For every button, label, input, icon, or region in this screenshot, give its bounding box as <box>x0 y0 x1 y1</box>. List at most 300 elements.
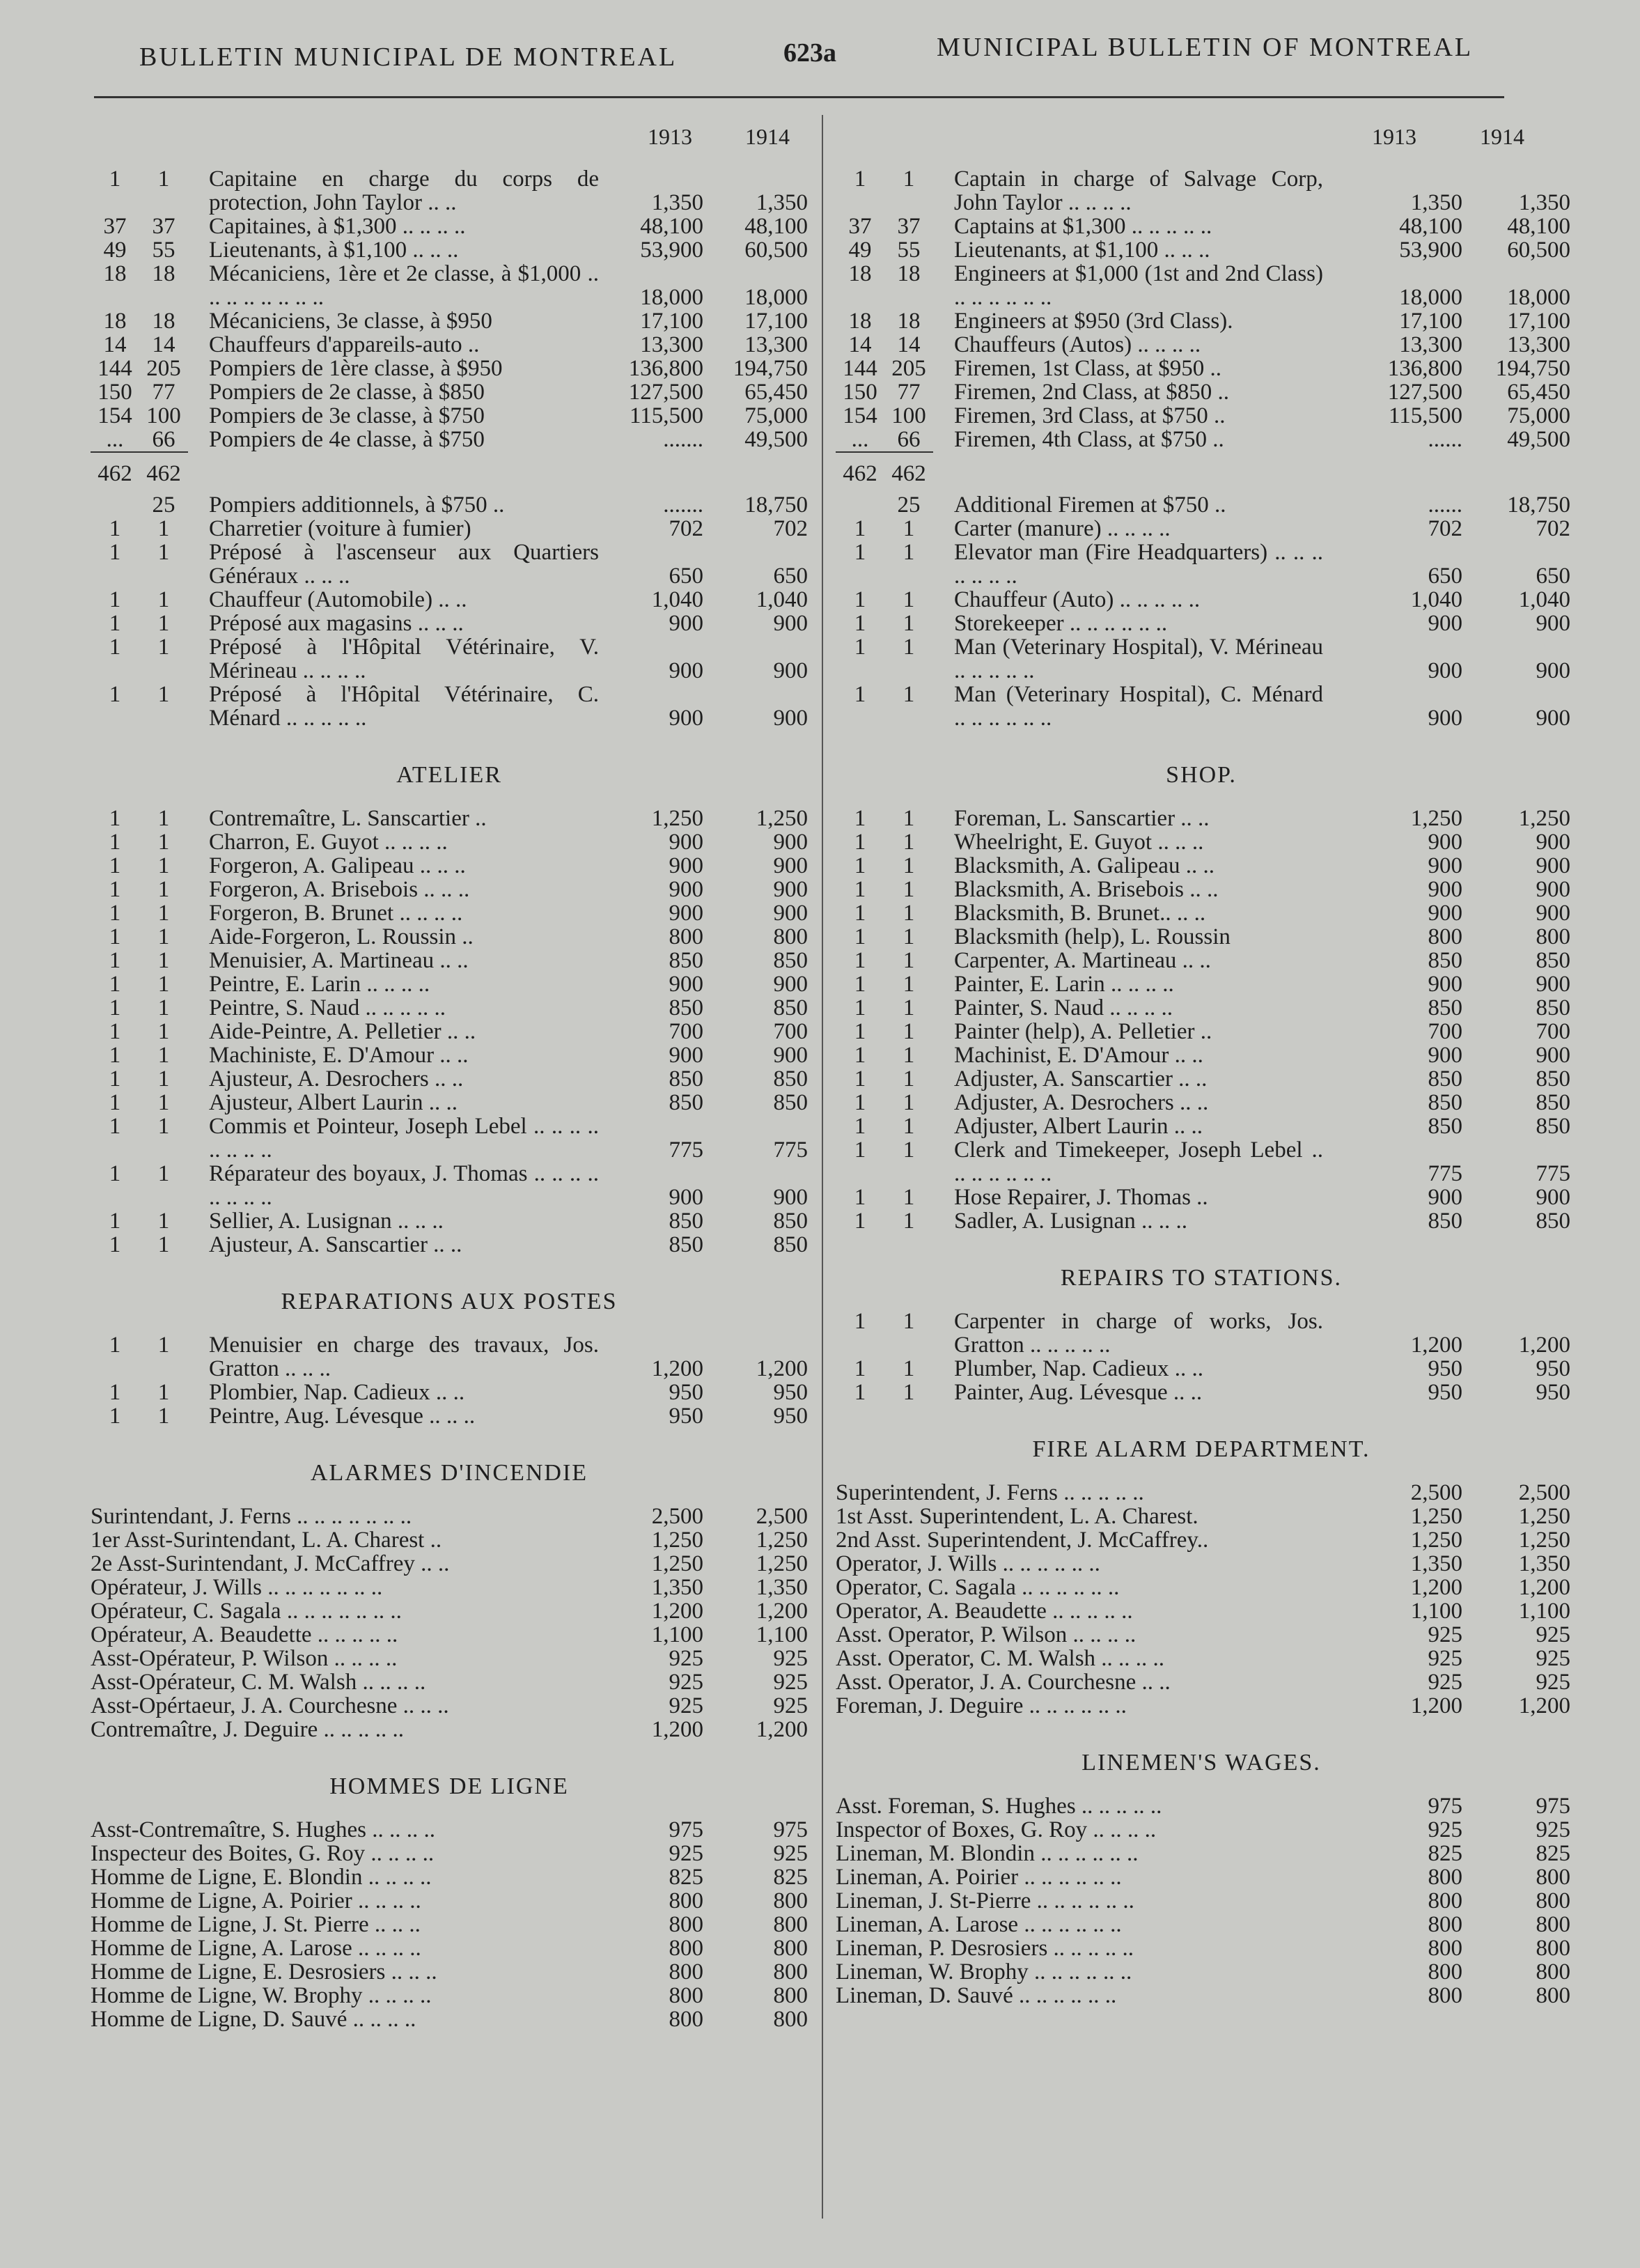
french-column <box>91 111 808 2031</box>
count-1914: 1 <box>903 853 915 878</box>
value-1914: 60,500 <box>1507 238 1570 263</box>
table-row <box>91 972 808 996</box>
table-row <box>836 901 1570 926</box>
value-1914: 800 <box>1536 1888 1570 1913</box>
value-1914: 800 <box>1536 1865 1570 1890</box>
table-row <box>836 1841 1570 1866</box>
table-row <box>836 924 1570 949</box>
table-row <box>836 356 1570 381</box>
count-1913: 1 <box>854 1137 866 1163</box>
value-1913: 700 <box>1428 1019 1462 1044</box>
count-1913: 1 <box>109 1333 121 1358</box>
value-1913: 53,900 <box>1399 238 1462 263</box>
count-1914: 1 <box>903 587 915 612</box>
table-row <box>836 427 1570 452</box>
row-label: Commis et Pointeur, Joseph Lebel .. .. .. .. .. .. .. .. <box>209 1114 599 1162</box>
row-label: Lineman, W. Brophy .. .. .. .. .. .. <box>836 1960 1132 1984</box>
row-label: Painter (help), A. Pelletier .. <box>954 1020 1212 1043</box>
table-row <box>836 1380 1570 1405</box>
count-1913: 1 <box>109 516 121 541</box>
count-1913: 37 <box>103 214 127 239</box>
count-1913: 1 <box>854 830 866 855</box>
value-1913: 136,800 <box>628 356 703 381</box>
value-1913: 925 <box>1428 1817 1462 1842</box>
table-row <box>836 516 1570 541</box>
count-1914: 1 <box>157 972 170 997</box>
count-1914: 1 <box>157 948 170 973</box>
table-row <box>836 1912 1570 1937</box>
row-label: Opérateur, A. Beaudette .. .. .. .. .. <box>91 1623 398 1647</box>
total-1914: 462 <box>146 461 181 486</box>
table-row <box>91 1960 808 1984</box>
count-1914: 18 <box>152 309 175 334</box>
count-1914: 100 <box>146 403 181 428</box>
count-1914: 77 <box>897 380 921 405</box>
table-row <box>836 1480 1570 1505</box>
table-row <box>91 1936 808 1960</box>
table-row <box>91 807 808 830</box>
count-1914: 1 <box>157 924 170 949</box>
value-1914: 850 <box>1536 1114 1570 1139</box>
value-1913: 900 <box>669 1043 703 1068</box>
value-1914: 1,040 <box>1518 587 1570 612</box>
row-label: Carter (manure) .. .. .. .. <box>954 517 1171 541</box>
value-1914: 18,750 <box>1507 492 1570 518</box>
value-1913: 850 <box>1428 1066 1462 1092</box>
row-label: Lineman, M. Blondin .. .. .. .. .. .. <box>836 1842 1139 1865</box>
section-title <box>91 1741 808 1818</box>
value-1913: 975 <box>669 1817 703 1842</box>
value-1914: 900 <box>1536 1185 1570 1210</box>
table-row <box>836 830 1570 855</box>
row-label: Forgeron, A. Galipeau .. .. .. <box>209 854 466 878</box>
value-1913: 925 <box>1428 1622 1462 1647</box>
count-1914: 1 <box>903 1309 915 1334</box>
count-1913: 1 <box>109 166 121 192</box>
count-1914: 14 <box>152 332 175 357</box>
row-label: Elevator man (Fire Headquarters) .. .. .. .. .. .. .. <box>954 541 1323 588</box>
table-row <box>91 1623 808 1647</box>
total-row <box>91 451 808 493</box>
value-1913: 850 <box>669 995 703 1020</box>
count-1914: 37 <box>152 214 175 239</box>
row-label: Inspecteur des Boites, G. Roy .. .. .. .. <box>91 1842 435 1865</box>
value-1914: 1,350 <box>1518 190 1570 215</box>
value-1913: 1,100 <box>1410 1599 1462 1624</box>
count-1914: 1 <box>157 540 170 565</box>
table-row <box>91 901 808 925</box>
table-row <box>91 949 808 972</box>
count-1913: 1 <box>109 995 121 1020</box>
value-1914: 800 <box>1536 1959 1570 1984</box>
total-row <box>836 451 1567 493</box>
value-1913: 900 <box>1428 1185 1462 1210</box>
value-1914: 194,750 <box>733 356 808 381</box>
value-1913: ....... <box>663 427 703 452</box>
section-title <box>91 1428 808 1505</box>
value-1914: 925 <box>773 1693 808 1718</box>
value-1913: ...... <box>1428 492 1462 518</box>
value-1914: 925 <box>1536 1670 1570 1695</box>
section-heading: REPAIRS TO STATIONS. <box>1060 1265 1343 1291</box>
count-1913: 1 <box>854 1043 866 1068</box>
table-row <box>91 1162 808 1209</box>
value-1913: 775 <box>669 1137 703 1163</box>
count-1914: 1 <box>903 1185 915 1210</box>
value-1913: 127,500 <box>1387 380 1462 405</box>
row-label: Operator, A. Beaudette .. .. .. .. .. <box>836 1599 1133 1623</box>
value-1913: 900 <box>669 853 703 878</box>
value-1913: 925 <box>1428 1646 1462 1671</box>
count-1914: 1 <box>903 1380 915 1405</box>
table-row <box>836 995 1570 1020</box>
count-1913: 1 <box>854 995 866 1020</box>
value-1914: 900 <box>773 972 808 997</box>
table-row <box>836 1185 1570 1210</box>
value-1914: 975 <box>773 1817 808 1842</box>
total-1914: 462 <box>891 461 926 486</box>
value-1913: 900 <box>669 611 703 636</box>
value-1913: 1,250 <box>651 1551 703 1576</box>
section-heading: LINEMEN'S WAGES. <box>1081 1750 1321 1776</box>
value-1913: 950 <box>1428 1356 1462 1381</box>
value-1913: 900 <box>1428 1043 1462 1068</box>
count-1913: 18 <box>848 261 872 286</box>
row-label: 1st Asst. Superintendent, L. A. Charest. <box>836 1505 1198 1528</box>
value-1914: 800 <box>773 2007 808 2032</box>
value-1913: 1,350 <box>651 190 703 215</box>
row-label: Mécaniciens, 1ère et 2e classe, à $1,000 .. .. .. .. .. .. .. .. <box>209 262 599 309</box>
count-1914: 1 <box>903 972 915 997</box>
value-1914: 2,500 <box>1518 1480 1570 1505</box>
row-label: Asst-Opértaeur, J. A. Courchesne .. .. .. <box>91 1694 449 1718</box>
count-1913: 1 <box>854 806 866 831</box>
value-1913: 850 <box>1428 995 1462 1020</box>
value-1913: 1,100 <box>651 1622 703 1647</box>
value-1913: 900 <box>669 1185 703 1210</box>
value-1914: 60,500 <box>744 238 808 263</box>
value-1913: 700 <box>669 1019 703 1044</box>
value-1914: 13,300 <box>1507 332 1570 357</box>
row-label: Captains at $1,300 .. .. .. .. .. <box>954 215 1212 238</box>
value-1914: 702 <box>1536 516 1570 541</box>
count-1913: 1 <box>854 853 866 878</box>
value-1913: 2,500 <box>1410 1480 1462 1505</box>
table-row <box>836 1888 1570 1913</box>
count-1914: 1 <box>903 877 915 902</box>
table-row <box>836 540 1570 589</box>
year-1913: 1913 <box>1372 124 1416 149</box>
count-1914: 66 <box>152 427 175 452</box>
header-left-title: BULLETIN MUNICIPAL DE MONTREAL <box>139 42 678 72</box>
value-1914: 900 <box>1536 1043 1570 1068</box>
row-label: Blacksmith (help), L. Roussin <box>954 925 1231 949</box>
count-1914: 1 <box>157 1333 170 1358</box>
value-1913: 800 <box>669 1888 703 1913</box>
count-1914: 1 <box>903 1356 915 1381</box>
table-row <box>836 1622 1570 1647</box>
count-1913: 1 <box>854 877 866 902</box>
value-1913: 850 <box>669 1066 703 1092</box>
row-label: Charretier (voiture à fumier) <box>209 517 471 541</box>
count-1914: 1 <box>157 1114 170 1139</box>
section-heading: ALARMES D'INCENDIE <box>310 1460 588 1486</box>
count-1913: 1 <box>854 516 866 541</box>
year-1914: 1914 <box>1480 124 1524 149</box>
value-1914: 950 <box>773 1380 808 1405</box>
value-1913: 900 <box>669 658 703 683</box>
table-row <box>91 1233 808 1257</box>
count-1913: 1 <box>854 972 866 997</box>
value-1913: 48,100 <box>1399 214 1462 239</box>
value-1913: 900 <box>1428 972 1462 997</box>
count-1913: 37 <box>848 214 872 239</box>
count-1914: 25 <box>897 492 921 518</box>
value-1914: 18,750 <box>744 492 808 518</box>
value-1913: 950 <box>669 1404 703 1429</box>
value-1914: 900 <box>1536 877 1570 902</box>
section-heading: ATELIER <box>396 762 502 788</box>
table-row <box>836 1794 1570 1819</box>
value-1914: 900 <box>773 830 808 855</box>
value-1914: 1,250 <box>756 1551 808 1576</box>
year-header <box>836 111 1567 167</box>
row-label: Lineman, D. Sauvé .. .. .. .. .. .. <box>836 1984 1117 2007</box>
table-row <box>91 1599 808 1623</box>
row-label: Lineman, J. St-Pierre .. .. .. .. .. .. <box>836 1889 1134 1913</box>
table-row <box>91 238 808 262</box>
count-1913: 1 <box>109 877 121 902</box>
table-row <box>91 1020 808 1043</box>
row-label: Pompiers de 3e classe, à $750 <box>209 404 485 428</box>
value-1914: 850 <box>1536 1090 1570 1115</box>
count-1913: 1 <box>854 901 866 926</box>
row-label: Adjuster, A. Desrochers .. .. <box>954 1091 1209 1114</box>
table-row <box>91 1647 808 1670</box>
table-row <box>91 1670 808 1694</box>
row-label: Man (Veterinary Hospital), V. Mérineau .. .. .. .. .. <box>954 635 1323 683</box>
table-row <box>91 925 808 949</box>
value-1913: 800 <box>1428 1959 1462 1984</box>
row-label: Homme de Ligne, D. Sauvé .. .. .. .. <box>91 2007 416 2031</box>
row-label: Contremaître, L. Sanscartier .. <box>209 807 487 830</box>
row-label: Aide-Peintre, A. Pelletier .. .. <box>209 1020 476 1043</box>
value-1913: 1,250 <box>1410 1504 1462 1529</box>
row-label: Préposé à l'ascenseur aux Quartiers Généraux .. .. .. <box>209 541 599 588</box>
value-1914: 925 <box>773 1646 808 1671</box>
count-1914: 37 <box>897 214 921 239</box>
count-1913: 1 <box>109 1066 121 1092</box>
row-label: Blacksmith, A. Galipeau .. .. <box>954 854 1215 878</box>
count-1914: 1 <box>157 1066 170 1092</box>
row-label: Peintre, E. Larin .. .. .. .. <box>209 972 430 996</box>
page-number: 623a <box>783 38 836 68</box>
table-row <box>836 1599 1570 1624</box>
count-1914: 1 <box>903 806 915 831</box>
row-label: Asst. Operator, P. Wilson .. .. .. .. <box>836 1623 1137 1647</box>
row-label: Lieutenants, at $1,100 .. .. .. <box>954 238 1210 262</box>
count-1913: 1 <box>109 948 121 973</box>
value-1914: 13,300 <box>744 332 808 357</box>
value-1913: 800 <box>1428 1936 1462 1961</box>
count-1914: 1 <box>903 1043 915 1068</box>
value-1913: 702 <box>669 516 703 541</box>
value-1913: 800 <box>669 2007 703 2032</box>
count-1914: 1 <box>157 1019 170 1044</box>
value-1914: 48,100 <box>1507 214 1570 239</box>
value-1913: 18,000 <box>1399 285 1462 310</box>
row-label: Forgeron, B. Brunet .. .. .. .. <box>209 901 463 925</box>
table-row <box>91 854 808 878</box>
row-label: Lineman, A. Poirier .. .. .. .. .. .. <box>836 1865 1122 1889</box>
table-row <box>836 1551 1570 1576</box>
value-1913: 1,200 <box>651 1599 703 1624</box>
value-1914: 950 <box>773 1404 808 1429</box>
row-label: Réparateur des boyaux, J. Thomas .. .. .. .. .. .. .. .. <box>209 1162 599 1209</box>
count-1913: 1 <box>854 682 866 707</box>
value-1914: 825 <box>773 1865 808 1890</box>
value-1914: 700 <box>773 1019 808 1044</box>
row-label: Adjuster, Albert Laurin .. .. <box>954 1114 1203 1138</box>
count-1913: 1 <box>109 1380 121 1405</box>
row-label: Contremaître, J. Deguire .. .. .. .. .. <box>91 1718 404 1741</box>
count-1913: 1 <box>854 1114 866 1139</box>
value-1914: 1,200 <box>1518 1333 1570 1358</box>
row-label: Blacksmith, A. Brisebois .. .. <box>954 878 1219 901</box>
table-row <box>836 611 1570 636</box>
count-1913: 1 <box>109 830 121 855</box>
table-row <box>836 1817 1570 1842</box>
row-label: Chauffeur (Automobile) .. .. <box>209 588 467 612</box>
value-1914: 850 <box>1536 1209 1570 1234</box>
count-1913: 1 <box>854 1066 866 1092</box>
value-1914: 925 <box>773 1670 808 1695</box>
row-label: Sellier, A. Lusignan .. .. .. <box>209 1209 444 1233</box>
value-1914: 925 <box>1536 1646 1570 1671</box>
section-heading: SHOP. <box>1166 762 1237 788</box>
row-label: Préposé aux magasins .. .. .. <box>209 612 464 635</box>
row-label: Wheelright, E. Guyot .. .. .. <box>954 830 1204 854</box>
value-1913: 925 <box>669 1646 703 1671</box>
table-row <box>91 1913 808 1936</box>
value-1913: 115,500 <box>1388 403 1462 428</box>
table-row <box>836 1528 1570 1553</box>
value-1914: 49,500 <box>1507 427 1570 452</box>
row-label: 1er Asst-Surintendant, L. A. Charest .. <box>91 1528 442 1552</box>
table-row <box>91 683 808 730</box>
count-1913: 1 <box>854 1209 866 1234</box>
value-1914: 800 <box>773 1983 808 2008</box>
value-1914: 850 <box>1536 948 1570 973</box>
count-1914: 1 <box>157 1043 170 1068</box>
value-1913: 800 <box>1428 1983 1462 2008</box>
section-title <box>836 1404 1567 1481</box>
count-1914: 25 <box>152 492 175 518</box>
value-1913: 900 <box>669 706 703 731</box>
count-1914: 1 <box>157 853 170 878</box>
value-1914: 800 <box>773 924 808 949</box>
value-1914: 900 <box>1536 853 1570 878</box>
row-label: Capitaines, à $1,300 .. .. .. .. <box>209 215 466 238</box>
count-1913: 1 <box>109 924 121 949</box>
value-1914: 900 <box>1536 658 1570 683</box>
count-1914: 1 <box>157 1090 170 1115</box>
row-label: Machinist, E. D'Amour .. .. <box>954 1043 1203 1067</box>
row-label: Foreman, L. Sanscartier .. .. <box>954 807 1210 830</box>
value-1914: 650 <box>1536 564 1570 589</box>
value-1914: 900 <box>1536 611 1570 636</box>
table-row <box>91 309 808 333</box>
row-label: Plumber, Nap. Cadieux .. .. <box>954 1357 1203 1381</box>
value-1913: 53,900 <box>640 238 703 263</box>
value-1914: 1,100 <box>756 1622 808 1647</box>
count-1914: 1 <box>157 1209 170 1234</box>
value-1913: 850 <box>669 1232 703 1257</box>
row-label: Lieutenants, à $1,100 .. .. .. <box>209 238 459 262</box>
table-row <box>836 166 1570 215</box>
row-label: Menuisier en charge des travaux, Jos. Gratton .. .. .. <box>209 1333 599 1381</box>
value-1913: 900 <box>669 877 703 902</box>
count-1913: 1 <box>854 1185 866 1210</box>
value-1914: 17,100 <box>1507 309 1570 334</box>
value-1914: 702 <box>773 516 808 541</box>
row-label: Asst. Operator, C. M. Walsh .. .. .. .. <box>836 1647 1165 1670</box>
table-row <box>91 541 808 588</box>
table-row <box>836 853 1570 878</box>
count-1913: 1 <box>109 1090 121 1115</box>
count-1913: 1 <box>854 1356 866 1381</box>
table-row <box>91 1818 808 1842</box>
count-1913: 14 <box>103 332 127 357</box>
value-1914: 800 <box>1536 1912 1570 1937</box>
value-1914: 850 <box>1536 995 1570 1020</box>
table-row <box>836 238 1570 263</box>
value-1913: 775 <box>1428 1161 1462 1186</box>
value-1914: 775 <box>773 1137 808 1163</box>
count-1914: 14 <box>897 332 921 357</box>
row-label: Homme de Ligne, J. St. Pierre .. .. .. <box>91 1913 421 1936</box>
count-1913: 1 <box>109 1019 121 1044</box>
table-row <box>91 996 808 1020</box>
count-1914: 100 <box>891 403 926 428</box>
row-label: Captain in charge of Salvage Corp, John Taylor .. .. .. .. <box>954 167 1323 215</box>
count-1914: 1 <box>903 830 915 855</box>
count-1913: 154 <box>843 403 877 428</box>
value-1914: 75,000 <box>744 403 808 428</box>
table-row <box>91 215 808 238</box>
value-1913: 850 <box>1428 1209 1462 1234</box>
value-1914: 1,350 <box>756 1575 808 1600</box>
table-row <box>91 404 808 428</box>
count-1913: 1 <box>854 1309 866 1334</box>
row-label: Painter, Aug. Lévesque .. .. <box>954 1381 1203 1404</box>
count-1914: 1 <box>157 587 170 612</box>
row-label: Lineman, P. Desrosiers .. .. .. .. .. <box>836 1936 1134 1960</box>
table-row <box>836 380 1570 405</box>
value-1913: 800 <box>1428 1888 1462 1913</box>
value-1914: 950 <box>1536 1380 1570 1405</box>
value-1914: 18,000 <box>1507 285 1570 310</box>
column-divider <box>822 115 823 2219</box>
value-1913: 950 <box>1428 1380 1462 1405</box>
count-1913: 1 <box>109 1114 121 1139</box>
table-row <box>91 333 808 357</box>
section-title <box>836 1718 1567 1794</box>
value-1913: 900 <box>669 830 703 855</box>
total-1913: 462 <box>843 461 877 486</box>
value-1913: 115,500 <box>629 403 703 428</box>
page-header <box>0 28 1640 84</box>
